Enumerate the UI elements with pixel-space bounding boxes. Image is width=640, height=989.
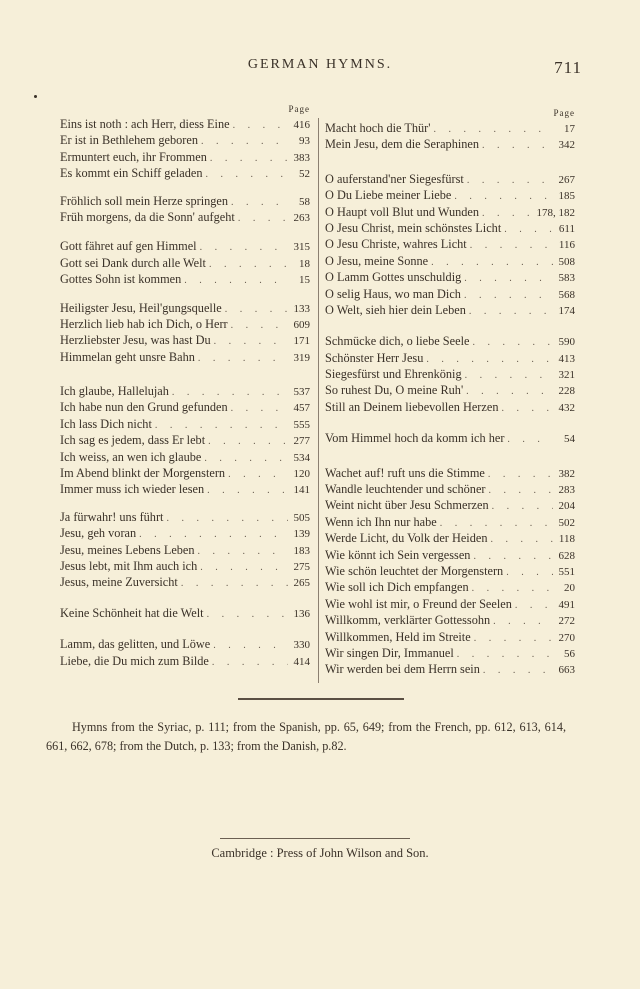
dot-leader bbox=[454, 647, 553, 661]
index-entry bbox=[325, 269, 575, 285]
hymn-title: Ich lass Dich nicht bbox=[60, 416, 152, 431]
index-entry bbox=[325, 204, 575, 220]
dot-leader bbox=[479, 206, 536, 220]
hymn-page-number: 590 bbox=[558, 336, 575, 349]
index-group bbox=[60, 300, 310, 366]
index-list-right bbox=[325, 120, 575, 678]
index-entry bbox=[60, 349, 310, 365]
hymn-title: O Haupt voll Blut und Wunden bbox=[325, 204, 480, 219]
hymn-page-number: 18 bbox=[299, 257, 310, 270]
index-entry bbox=[325, 514, 575, 530]
hymn-title: Himmelan geht unsre Bahn bbox=[60, 349, 195, 364]
dot-leader bbox=[228, 195, 288, 209]
hymn-page-number: 383 bbox=[293, 151, 310, 164]
hymn-page-number: 277 bbox=[293, 435, 310, 448]
index-entry bbox=[325, 350, 575, 366]
index-entry bbox=[60, 255, 310, 271]
dot-leader bbox=[466, 304, 553, 318]
index-column-right bbox=[325, 106, 575, 678]
index-entry bbox=[325, 481, 575, 497]
hymn-title: Jesus, meine Zuversicht bbox=[60, 575, 178, 590]
hymn-page-number: 93 bbox=[299, 135, 310, 148]
dot-leader bbox=[428, 255, 553, 269]
hymn-title: Wie schön leuchtet der Morgenstern bbox=[325, 563, 504, 578]
hymn-title: O auferstand'ner Siegesfürst bbox=[325, 171, 464, 186]
hymn-title: Siegesfürst und Ehrenkönig bbox=[325, 367, 462, 382]
hymn-page-number: 321 bbox=[558, 369, 575, 382]
dot-leader bbox=[430, 122, 553, 136]
hymn-page-number: 628 bbox=[558, 549, 575, 562]
hymn-page-number: 272 bbox=[558, 615, 575, 628]
hymn-page-number: 416 bbox=[293, 119, 310, 131]
index-entry bbox=[60, 238, 310, 254]
dot-leader bbox=[201, 451, 288, 465]
dot-leader bbox=[437, 516, 553, 530]
hymn-page-number: 52 bbox=[299, 168, 310, 181]
index-entry bbox=[325, 382, 575, 398]
hymn-title: Schönster Herr Jesu bbox=[325, 350, 424, 365]
hymn-title: Wie soll ich Dich empfangen bbox=[325, 580, 469, 595]
dot-leader bbox=[169, 385, 288, 399]
hymn-title: O Du Liebe meiner Liebe bbox=[325, 188, 452, 203]
index-entry bbox=[325, 547, 575, 563]
dot-leader bbox=[225, 467, 288, 481]
index-entry bbox=[60, 300, 310, 316]
dot-leader bbox=[204, 483, 288, 497]
hymn-title: O Jesu Christe, wahres Licht bbox=[325, 237, 467, 252]
hymn-page-number: 457 bbox=[293, 402, 310, 415]
dot-leader bbox=[228, 401, 288, 415]
index-entry bbox=[325, 399, 575, 415]
dot-leader bbox=[228, 318, 288, 332]
index-entry bbox=[60, 132, 310, 148]
dot-leader bbox=[209, 655, 288, 669]
hymn-title: Im Abend blinkt der Morgenstern bbox=[60, 466, 226, 481]
index-entry bbox=[60, 481, 310, 497]
index-entry bbox=[325, 579, 575, 595]
hymn-title: Macht hoch die Thür' bbox=[325, 121, 431, 135]
index-entry bbox=[60, 432, 310, 448]
dot-leader bbox=[479, 138, 553, 152]
hymn-page-number: 551 bbox=[558, 565, 575, 578]
dot-leader bbox=[467, 238, 553, 252]
dot-leader bbox=[206, 257, 288, 271]
hymn-page-number: 583 bbox=[558, 272, 575, 285]
dot-leader bbox=[423, 352, 553, 366]
dot-leader bbox=[204, 607, 288, 621]
index-entry bbox=[325, 120, 575, 136]
hymn-title: O selig Haus, wo man Dich bbox=[325, 286, 461, 301]
hymn-title: Ja fürwahr! uns führt bbox=[60, 509, 164, 524]
index-entry bbox=[325, 236, 575, 252]
dot-leader bbox=[470, 549, 553, 563]
hymn-title: O Welt, sieh hier dein Leben bbox=[325, 302, 466, 317]
dot-leader bbox=[205, 434, 288, 448]
index-group bbox=[325, 465, 575, 678]
hymn-page-number: 663 bbox=[558, 664, 575, 677]
index-entry bbox=[325, 333, 575, 349]
hymn-page-number: 534 bbox=[293, 451, 310, 464]
hymn-page-number: 414 bbox=[293, 655, 310, 668]
hymn-title: Er ist in Bethlehem geboren bbox=[60, 133, 198, 148]
index-entry bbox=[60, 116, 310, 132]
hymn-page-number: 491 bbox=[558, 598, 575, 611]
hymn-title: Wir werden bei dem Herrn sein bbox=[325, 662, 480, 677]
index-group bbox=[325, 333, 575, 415]
hymn-page-number: 228 bbox=[558, 385, 575, 398]
hymn-page-number: 183 bbox=[293, 544, 310, 557]
dot-leader bbox=[203, 167, 288, 181]
index-entry bbox=[60, 271, 310, 287]
dot-leader bbox=[503, 565, 553, 579]
hymn-title: Immer muss ich wieder lesen bbox=[60, 482, 205, 497]
hymn-title: Gottes Sohn ist kommen bbox=[60, 272, 182, 287]
hymn-page-number: 178, 182 bbox=[536, 206, 575, 219]
hymn-title: Vom Himmel hoch da komm ich her bbox=[325, 431, 505, 446]
hymn-page-number: 58 bbox=[299, 195, 310, 208]
hymn-title: Ich sag es jedem, dass Er lebt bbox=[60, 433, 206, 448]
dot-leader bbox=[222, 302, 288, 316]
index-group bbox=[325, 120, 575, 153]
index-entry bbox=[325, 645, 575, 661]
index-group bbox=[325, 171, 575, 319]
hymn-title: Früh morgens, da die Sonn' aufgeht bbox=[60, 209, 235, 224]
index-group bbox=[60, 605, 310, 621]
hymn-title: Lamm, das gelitten, und Löwe bbox=[60, 637, 211, 652]
dot-leader bbox=[195, 351, 288, 365]
hymn-page-number: 120 bbox=[293, 468, 310, 481]
hymn-title: Mein Jesu, dem die Seraphinen bbox=[325, 137, 480, 152]
hymn-page-number: 555 bbox=[293, 418, 310, 431]
index-group bbox=[60, 116, 310, 182]
index-entry bbox=[60, 416, 310, 432]
hymn-title: Wir singen Dir, Immanuel bbox=[325, 645, 454, 660]
dot-leader bbox=[136, 527, 288, 541]
margin-mark bbox=[34, 95, 37, 98]
hymn-page-number: 54 bbox=[564, 433, 575, 446]
index-entry bbox=[60, 165, 310, 181]
dot-leader bbox=[464, 173, 553, 187]
dot-leader bbox=[471, 631, 553, 645]
index-entry bbox=[60, 149, 310, 165]
hymn-page-number: 20 bbox=[564, 582, 575, 595]
dot-leader bbox=[211, 334, 288, 348]
hymn-title: Liebe, die Du mich zum Bilde bbox=[60, 653, 209, 668]
hymn-page-number: 17 bbox=[564, 123, 575, 135]
dot-leader bbox=[469, 581, 553, 595]
index-entry bbox=[325, 366, 575, 382]
dot-leader bbox=[197, 240, 288, 254]
index-group bbox=[60, 238, 310, 287]
hymn-page-number: 265 bbox=[293, 577, 310, 590]
printer-imprint: Cambridge : Press of John Wilson and Son. bbox=[211, 846, 429, 860]
index-group bbox=[60, 509, 310, 591]
dot-leader bbox=[490, 614, 553, 628]
hymn-page-number: 267 bbox=[558, 173, 575, 186]
dot-leader bbox=[489, 499, 553, 513]
dot-leader bbox=[486, 483, 553, 497]
index-entry bbox=[60, 525, 310, 541]
dot-leader bbox=[512, 598, 553, 612]
hymn-title: Keine Schönheit hat die Welt bbox=[60, 605, 204, 620]
hymn-title: Wie wohl ist mir, o Freund der Seelen bbox=[325, 596, 512, 611]
index-entry bbox=[60, 449, 310, 465]
hymn-page-number: 568 bbox=[558, 288, 575, 301]
hymn-page-number: 133 bbox=[293, 302, 310, 315]
hymn-title: Jesus lebt, mit Ihm auch ich bbox=[60, 558, 198, 573]
dot-leader bbox=[197, 560, 288, 574]
hymn-title: O Jesu, meine Sonne bbox=[325, 253, 429, 268]
dot-leader bbox=[207, 151, 288, 165]
index-entry bbox=[325, 629, 575, 645]
hymn-page-number: 432 bbox=[558, 401, 575, 414]
index-entry bbox=[325, 220, 575, 236]
dot-leader bbox=[152, 418, 288, 432]
dot-leader bbox=[504, 432, 553, 446]
index-entry bbox=[325, 596, 575, 612]
footnote: Hymns from the Syriac, p. 111; from the Spanish, pp. 65, 649; from the French, pp. 612, 613, 614, 661, 662, 678; from the Dutch, p. 133; from the Danish, p.82. bbox=[46, 720, 566, 753]
hymn-title: Gott sei Dank durch alle Welt bbox=[60, 255, 206, 270]
dot-leader bbox=[181, 273, 288, 287]
hymn-title: Werde Licht, du Volk der Heiden bbox=[325, 531, 488, 546]
index-group bbox=[60, 383, 310, 498]
column-divider bbox=[318, 118, 319, 683]
dot-leader bbox=[210, 638, 288, 652]
hymn-title: So ruhest Du, O meine Ruh' bbox=[325, 383, 464, 398]
index-entry bbox=[60, 558, 310, 574]
section-rule bbox=[238, 698, 404, 700]
dot-leader bbox=[469, 335, 553, 349]
index-entry bbox=[325, 465, 575, 481]
index-entry bbox=[60, 542, 310, 558]
index-entry bbox=[60, 399, 310, 415]
hymn-page-number: 319 bbox=[293, 351, 310, 364]
index-entry bbox=[325, 612, 575, 628]
hymn-page-number: 382 bbox=[558, 467, 575, 480]
index-entry bbox=[60, 509, 310, 525]
hymn-page-number: 505 bbox=[293, 511, 310, 524]
index-entry bbox=[60, 653, 310, 669]
hymn-title: Willkomm, verklärter Gottessohn bbox=[325, 613, 491, 628]
index-group bbox=[325, 430, 575, 446]
index-entry bbox=[60, 636, 310, 652]
dot-leader bbox=[451, 189, 553, 203]
hymn-title: O Jesu Christ, mein schönstes Licht bbox=[325, 220, 502, 235]
index-group bbox=[60, 193, 310, 226]
page-header-title: GERMAN HYMNS. bbox=[247, 57, 393, 72]
index-list-left bbox=[60, 116, 310, 669]
dot-leader bbox=[480, 663, 553, 677]
index-entry bbox=[60, 574, 310, 590]
hymn-title: Ich glaube, Hallelujah bbox=[60, 384, 169, 399]
index-entry bbox=[325, 136, 575, 152]
hymn-title: Wandle leuchtender und schöner bbox=[325, 482, 486, 497]
hymn-title: Eins ist noth : ach Herr, diess Eine bbox=[60, 117, 230, 131]
index-entry bbox=[60, 332, 310, 348]
hymn-page-number: 315 bbox=[293, 241, 310, 254]
hymn-page-number: 139 bbox=[293, 528, 310, 541]
hymn-title: Ich weiss, an wen ich glaube bbox=[60, 449, 202, 464]
hymn-title: Jesu, meines Lebens Leben bbox=[60, 542, 195, 557]
dot-leader bbox=[461, 288, 553, 302]
hymn-title: Willkommen, Held im Streite bbox=[325, 629, 471, 644]
index-entry bbox=[325, 430, 575, 446]
index-entry bbox=[60, 316, 310, 332]
hymn-page-number: 413 bbox=[558, 352, 575, 365]
hymn-title: Still an Deinem liebevollen Herzen bbox=[325, 399, 499, 414]
dot-leader bbox=[463, 384, 553, 398]
hymn-page-number: 204 bbox=[558, 500, 575, 513]
dot-leader bbox=[198, 134, 288, 148]
hymn-page-number: 611 bbox=[558, 222, 575, 235]
dot-leader bbox=[195, 544, 288, 558]
hymn-page-number: 609 bbox=[293, 318, 310, 331]
dot-leader bbox=[485, 467, 553, 481]
dot-leader bbox=[235, 211, 288, 225]
dot-leader bbox=[230, 118, 288, 132]
index-entry bbox=[325, 187, 575, 203]
hymn-title: Gott fähret auf gen Himmel bbox=[60, 239, 197, 254]
index-entry bbox=[60, 209, 310, 225]
index-entry bbox=[325, 497, 575, 513]
index-entry bbox=[60, 193, 310, 209]
dot-leader bbox=[462, 368, 553, 382]
index-entry bbox=[60, 465, 310, 481]
index-entry bbox=[325, 563, 575, 579]
index-entry bbox=[325, 253, 575, 269]
hymn-page-number: 270 bbox=[558, 631, 575, 644]
dot-leader bbox=[501, 222, 553, 236]
hymn-title: Wie könnt ich Sein vergessen bbox=[325, 547, 471, 562]
hymn-title: Heiligster Jesu, Heil'gungsquelle bbox=[60, 300, 222, 315]
index-group bbox=[60, 636, 310, 669]
dot-leader bbox=[461, 271, 553, 285]
index-column-left bbox=[60, 102, 310, 669]
index-entry bbox=[325, 171, 575, 187]
hymn-title: Jesu, geh voran bbox=[60, 526, 137, 541]
hymn-page-number: 508 bbox=[558, 255, 575, 268]
hymn-page-number: 116 bbox=[558, 239, 575, 252]
index-entry bbox=[325, 530, 575, 546]
index-entry bbox=[325, 302, 575, 318]
hymn-title: Herzliebster Jesu, was hast Du bbox=[60, 333, 211, 348]
hymn-title: Ich habe nun den Grund gefunden bbox=[60, 400, 228, 415]
dot-leader bbox=[163, 511, 288, 525]
hymn-title: Wachet auf! ruft uns die Stimme bbox=[325, 465, 485, 480]
dot-leader bbox=[178, 576, 288, 590]
hymn-page-number: 283 bbox=[558, 484, 575, 497]
page-column-label: Page bbox=[288, 104, 310, 114]
index-entry bbox=[325, 661, 575, 677]
hymn-title: Ermuntert euch, ihr Frommen bbox=[60, 149, 207, 164]
dot-leader bbox=[498, 401, 553, 415]
hymn-page-number: 118 bbox=[558, 533, 575, 546]
hymn-title: Weint nicht über Jesu Schmerzen bbox=[325, 498, 489, 513]
dot-leader bbox=[487, 532, 553, 546]
page-column-label: Page bbox=[553, 108, 575, 118]
hymn-page-number: 136 bbox=[293, 607, 310, 620]
hymn-page-number: 330 bbox=[293, 639, 310, 652]
index-entry bbox=[325, 286, 575, 302]
hymn-title: Herzlich lieb hab ich Dich, o Herr bbox=[60, 316, 228, 331]
hymn-page-number: 263 bbox=[293, 211, 310, 224]
hymn-title: Fröhlich soll mein Herze springen bbox=[60, 193, 229, 208]
imprint-rule bbox=[220, 838, 410, 839]
hymn-title: O Lamm Gottes unschuldig bbox=[325, 270, 462, 285]
page-number: 711 bbox=[554, 58, 582, 77]
hymn-page-number: 15 bbox=[299, 274, 310, 287]
hymn-page-number: 141 bbox=[293, 484, 310, 497]
hymn-page-number: 185 bbox=[558, 190, 575, 203]
hymn-page-number: 171 bbox=[293, 335, 310, 348]
hymn-page-number: 56 bbox=[564, 647, 575, 660]
hymn-title: Schmücke dich, o liebe Seele bbox=[325, 334, 470, 349]
hymn-page-number: 502 bbox=[558, 516, 575, 529]
hymn-page-number: 537 bbox=[293, 386, 310, 399]
index-entry bbox=[60, 383, 310, 399]
index-entry bbox=[60, 605, 310, 621]
hymn-page-number: 342 bbox=[558, 139, 575, 152]
hymn-page-number: 174 bbox=[558, 304, 575, 317]
hymn-title: Es kommt ein Schiff geladen bbox=[60, 166, 203, 181]
hymn-page-number: 275 bbox=[293, 560, 310, 573]
hymn-title: Wenn ich Ihn nur habe bbox=[325, 514, 437, 529]
